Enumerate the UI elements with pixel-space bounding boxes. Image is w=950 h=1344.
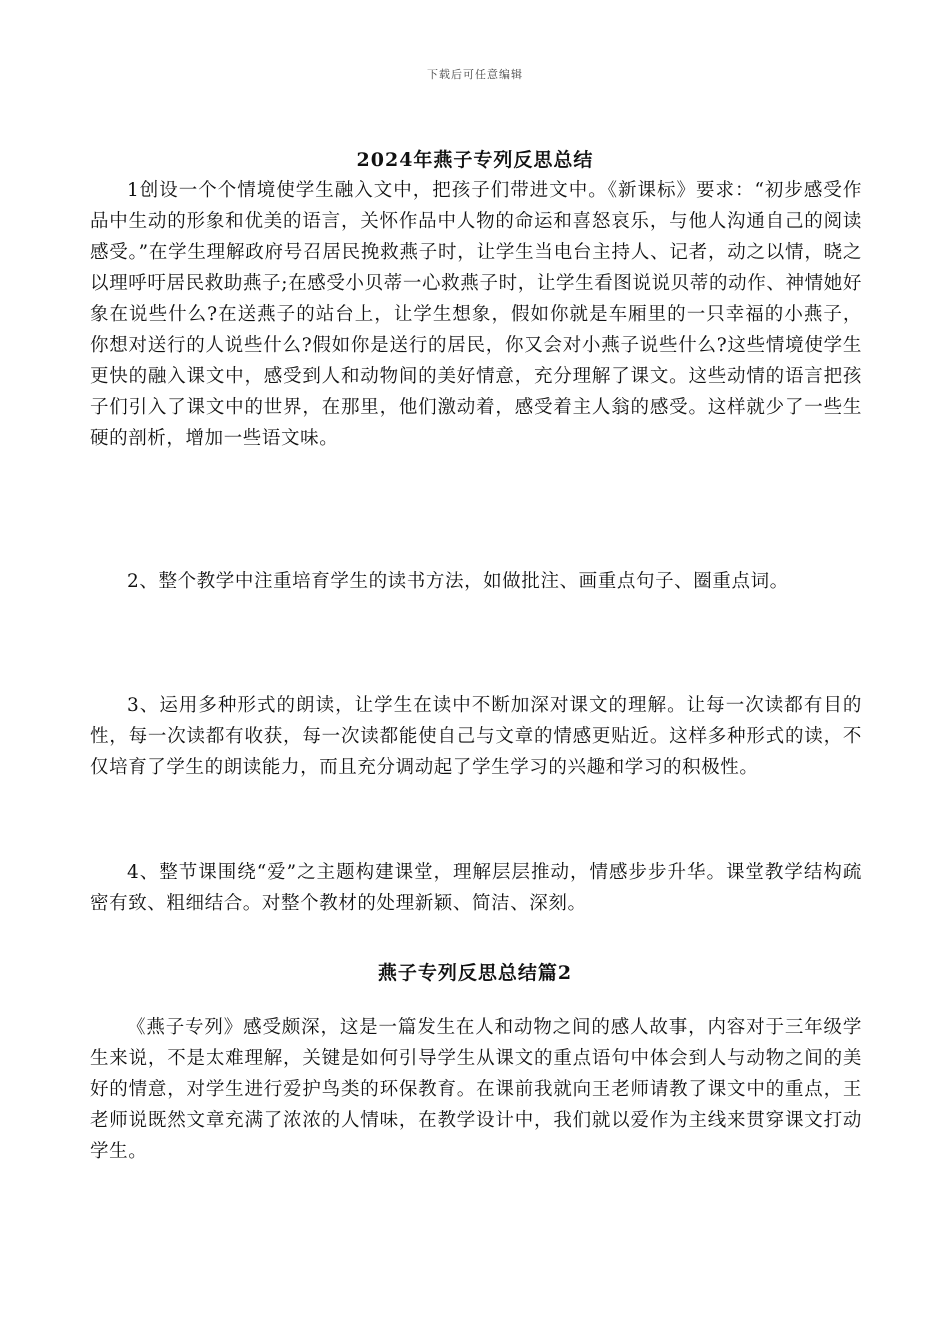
body-paragraph: 《燕子专列》感受颇深，这是一篇发生在人和动物之间的感人故事，内容对于三年级学生来说，不是太难理解，关键是如何引导学生从课文的重点语句中体会到人与动物之间的美好的情意，对学生进行爱护鸟类的环保教育。在课前我就向王老师请教了课文中的重点，王老师说既然文章充满了浓浓的人情味，在教学设计中，我们就以爱作为主线来贯穿课文打动学生。 <box>90 1017 862 1162</box>
body-paragraph: 3、运用多种形式的朗读，让学生在读中不断加深对课文的理解。让每一次读都有目的性，每一次读都有收获，每一次读都能使自己与文章的情感更贴近。这样多种形式的读，不仅培育了学生的朗读能力，而且充分调动起了学生学习的兴趣和学习的积极性。 <box>90 695 862 778</box>
section-title: 燕子专列反思总结篇2 <box>377 962 573 984</box>
body-paragraph: 4、整节课围绕“爱”之主题构建课堂，理解层层推动，情感步步升华。课堂教学结构疏密有致、粗细结合。对整个教材的处理新颖、简洁、深刻。 <box>90 862 862 914</box>
body-paragraph: 2、整个教学中注重培育学生的读书方法，如做批注、画重点句子、圈重点词。 <box>127 571 789 592</box>
section-title: 2024年燕子专列反思总结 <box>356 149 594 171</box>
page-header-note: 下载后可任意编辑 <box>427 68 523 81</box>
body-paragraph: 1创设一个个情境使学生融入文中，把孩子们带进文中。《新课标》要求：“初步感受作品中生动的形象和优美的语言，关怀作品中人物的命运和喜怒哀乐，与他人沟通自己的阅读感受。”在学生理解政府号召居民挽救燕子时，让学生当电台主持人、记者，动之以情，晓之以理呼吁居民救助燕子;在感受小贝蒂一心救燕子时，让学生看图说说贝蒂的动作、神情她好象在说些什么?在送燕子的站台上，让学生想象，假如你就是车厢里的一只幸福的小燕子，你想对送行的人说些什么?假如你是送行的居民，你又会对小燕子说些什么?这些情境使学生更快的融入课文中，感受到人和动物间的美好情意，充分理解了课文。这些动情的语言把孩子们引入了课文中的世界，在那里，他们激动着，感受着主人翁的感受。这样就少了一些生硬的剖析，增加一些语文味。 <box>90 180 862 449</box>
